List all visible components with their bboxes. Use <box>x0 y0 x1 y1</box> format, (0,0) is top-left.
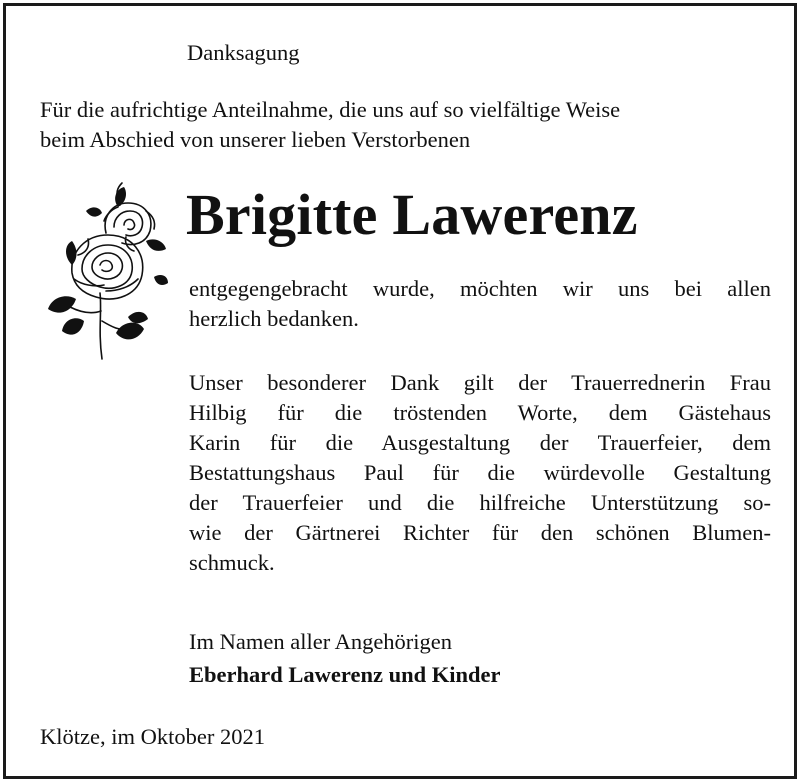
paragraph-line: wie der Gärtnerei Richter für den schönen Blumen- <box>189 520 771 545</box>
paragraph-line: Karin für die Ausgestaltung der Trauerfeier, dem <box>189 430 771 455</box>
obituary-card <box>3 3 797 779</box>
heading: Danksagung <box>187 40 300 65</box>
signature-name: Eberhard Lawerenz und Kinder <box>189 662 501 687</box>
deceased-name: Brigitte Lawerenz <box>186 182 638 247</box>
paragraph-thanks <box>189 274 771 334</box>
place-date: Klötze, im Oktober 2021 <box>40 724 265 749</box>
paragraph-special-thanks <box>189 368 771 578</box>
signature-intro: Im Namen aller Angehörigen <box>189 629 453 654</box>
intro-line-1: Für die aufrichtige Anteilnahme, die uns auf so vielfältige Weise <box>40 97 621 122</box>
rose-icon <box>42 181 172 363</box>
paragraph-line: Unser besonderer Dank gilt der Trauerrednerin Frau <box>189 370 771 395</box>
paragraph-line: entgegengebracht wurde, möchten wir uns bei allen <box>189 276 771 301</box>
paragraph-line: der Trauerfeier und die hilfreiche Unterstützung so- <box>189 490 771 515</box>
paragraph-line: herzlich bedanken. <box>189 306 359 331</box>
paragraph-line: Bestattungshaus Paul für die würdevolle Gestaltung <box>189 460 771 485</box>
intro-line-2: beim Abschied von unserer lieben Verstorbenen <box>40 127 471 152</box>
paragraph-line: schmuck. <box>189 550 275 575</box>
paragraph-line: Hilbig für die tröstenden Worte, dem Gästehaus <box>189 400 771 425</box>
